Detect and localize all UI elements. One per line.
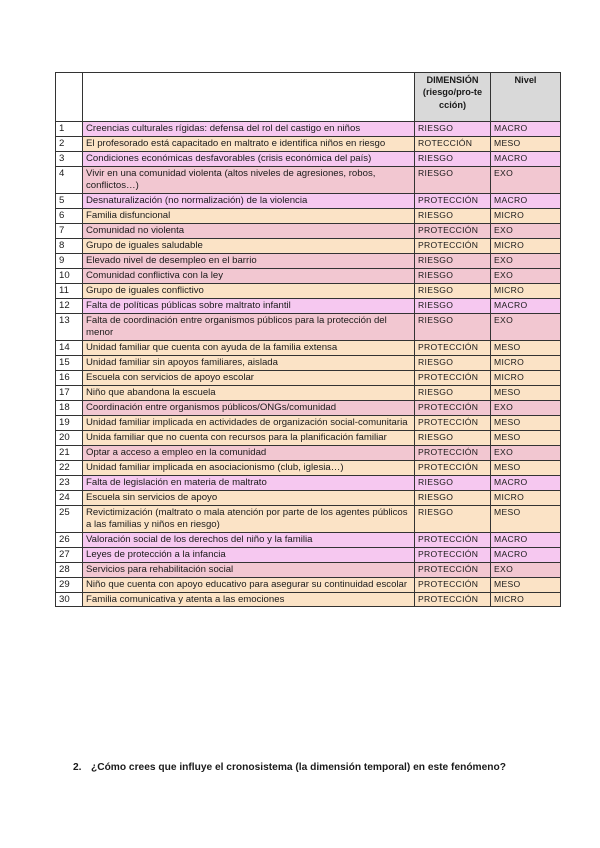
row-dimension: PROTECCIÓN — [415, 400, 491, 415]
table-row — [56, 532, 561, 547]
row-number: 26 — [56, 532, 83, 547]
table-row — [56, 340, 561, 355]
row-number: 11 — [56, 283, 83, 298]
row-level: MACRO — [491, 475, 561, 490]
row-level: MACRO — [491, 532, 561, 547]
row-level: MESO — [491, 385, 561, 400]
row-factor: Falta de legislación en materia de maltrato — [83, 475, 415, 490]
row-number: 3 — [56, 151, 83, 166]
row-level: EXO — [491, 268, 561, 283]
factors-table — [55, 72, 561, 607]
row-factor: Unidad familiar implicada en actividades de organización social-comunitaria — [83, 415, 415, 430]
row-level: MICRO — [491, 355, 561, 370]
row-dimension: RIESGO — [415, 122, 491, 137]
row-factor: Comunidad no violenta — [83, 223, 415, 238]
table-row — [56, 562, 561, 577]
row-number: 30 — [56, 592, 83, 607]
table-row — [56, 298, 561, 313]
table-row — [56, 430, 561, 445]
row-dimension: PROTECCIÓN — [415, 547, 491, 562]
row-number: 19 — [56, 415, 83, 430]
row-level: MICRO — [491, 283, 561, 298]
row-level: MESO — [491, 430, 561, 445]
row-factor: Creencias culturales rígidas: defensa del rol del castigo en niños — [83, 122, 415, 137]
row-dimension: PROTECCIÓN — [415, 592, 491, 607]
table-row — [56, 238, 561, 253]
row-level: MACRO — [491, 547, 561, 562]
row-number: 21 — [56, 445, 83, 460]
table-header-row — [56, 73, 561, 122]
row-factor: El profesorado está capacitado en maltrato e identifica niños en riesgo — [83, 136, 415, 151]
row-level: EXO — [491, 445, 561, 460]
row-dimension: PROTECCIÓN — [415, 340, 491, 355]
table-row — [56, 313, 561, 340]
row-number: 4 — [56, 166, 83, 193]
row-factor: Escuela con servicios de apoyo escolar — [83, 370, 415, 385]
row-level: MESO — [491, 136, 561, 151]
row-level: MICRO — [491, 370, 561, 385]
row-number: 8 — [56, 238, 83, 253]
row-dimension: RIESGO — [415, 430, 491, 445]
row-level: MACRO — [491, 193, 561, 208]
row-dimension: PROTECCIÓN — [415, 445, 491, 460]
question-text: ¿Cómo crees que influye el cronosistema (la dimensión temporal) en este fenómeno? — [91, 762, 506, 773]
table-row — [56, 370, 561, 385]
row-level: MICRO — [491, 238, 561, 253]
row-factor: Vivir en una comunidad violenta (altos niveles de agresiones, robos, conflictos…) — [83, 166, 415, 193]
row-factor: Grupo de iguales conflictivo — [83, 283, 415, 298]
table-row — [56, 415, 561, 430]
row-factor: Unidad familiar sin apoyos familiares, aislada — [83, 355, 415, 370]
row-number: 2 — [56, 136, 83, 151]
table-row — [56, 208, 561, 223]
row-number: 24 — [56, 490, 83, 505]
table-row — [56, 136, 561, 151]
header-blank-cell — [56, 73, 83, 122]
row-dimension: RIESGO — [415, 208, 491, 223]
row-factor: Desnaturalización (no normalización) de la violencia — [83, 193, 415, 208]
table-row — [56, 475, 561, 490]
header-level: Nivel — [491, 73, 561, 122]
row-dimension: PROTECCIÓN — [415, 370, 491, 385]
row-number: 22 — [56, 460, 83, 475]
row-number: 15 — [56, 355, 83, 370]
row-level: MACRO — [491, 298, 561, 313]
row-level: EXO — [491, 166, 561, 193]
row-dimension: PROTECCIÓN — [415, 238, 491, 253]
table-row — [56, 268, 561, 283]
row-dimension: RIESGO — [415, 490, 491, 505]
row-factor: Comunidad conflictiva con la ley — [83, 268, 415, 283]
row-dimension: PROTECCIÓN — [415, 460, 491, 475]
row-dimension: RIESGO — [415, 475, 491, 490]
row-factor: Familia disfuncional — [83, 208, 415, 223]
row-level: MESO — [491, 460, 561, 475]
header-dimension-line: cción) — [438, 99, 467, 110]
row-dimension: RIESGO — [415, 268, 491, 283]
header-dimension-line: DIMENSIÓN — [426, 75, 479, 85]
row-factor: Servicios para rehabilitación social — [83, 562, 415, 577]
row-dimension: RIESGO — [415, 505, 491, 532]
row-level: MICRO — [491, 592, 561, 607]
row-factor: Elevado nivel de desempleo en el barrio — [83, 253, 415, 268]
table-row — [56, 166, 561, 193]
row-number: 23 — [56, 475, 83, 490]
row-factor: Niño que cuenta con apoyo educativo para asegurar su continuidad escolar — [83, 577, 415, 592]
row-number: 20 — [56, 430, 83, 445]
table-row — [56, 385, 561, 400]
row-level: EXO — [491, 313, 561, 340]
table-row — [56, 577, 561, 592]
question-number: 2. — [73, 762, 82, 773]
row-number: 28 — [56, 562, 83, 577]
table-row — [56, 505, 561, 532]
row-number: 25 — [56, 505, 83, 532]
row-dimension: PROTECCIÓN — [415, 577, 491, 592]
table-row — [56, 253, 561, 268]
row-factor: Familia comunicativa y atenta a las emociones — [83, 592, 415, 607]
row-number: 6 — [56, 208, 83, 223]
row-factor: Falta de coordinación entre organismos públicos para la protección del menor — [83, 313, 415, 340]
row-level: MACRO — [491, 151, 561, 166]
row-dimension: ROTECCIÓN — [415, 136, 491, 151]
row-level: MESO — [491, 415, 561, 430]
row-level: MESO — [491, 505, 561, 532]
row-dimension: RIESGO — [415, 253, 491, 268]
row-level: EXO — [491, 562, 561, 577]
table-row — [56, 122, 561, 137]
row-factor: Valoración social de los derechos del niño y la familia — [83, 532, 415, 547]
row-factor: Revictimización (maltrato o mala atención por parte de los agentes públicos a las familias y niños en riesgo) — [83, 505, 415, 532]
row-level: EXO — [491, 253, 561, 268]
row-factor: Escuela sin servicios de apoyo — [83, 490, 415, 505]
row-number: 13 — [56, 313, 83, 340]
table-row — [56, 193, 561, 208]
row-dimension: PROTECCIÓN — [415, 193, 491, 208]
row-dimension: RIESGO — [415, 283, 491, 298]
row-number: 29 — [56, 577, 83, 592]
row-number: 9 — [56, 253, 83, 268]
row-number: 17 — [56, 385, 83, 400]
row-number: 18 — [56, 400, 83, 415]
table-row — [56, 490, 561, 505]
row-number: 1 — [56, 122, 83, 137]
row-level: MICRO — [491, 490, 561, 505]
row-level: MACRO — [491, 122, 561, 137]
row-factor: Optar a acceso a empleo en la comunidad — [83, 445, 415, 460]
table-row — [56, 445, 561, 460]
row-factor: Coordinación entre organismos públicos/ONGs/comunidad — [83, 400, 415, 415]
row-dimension: RIESGO — [415, 355, 491, 370]
row-number: 27 — [56, 547, 83, 562]
table-row — [56, 151, 561, 166]
header-dimension-line: (riesgo/pro-te — [422, 87, 483, 98]
row-factor: Unidad familiar implicada en asociacionismo (club, iglesia…) — [83, 460, 415, 475]
row-dimension: RIESGO — [415, 166, 491, 193]
table-row — [56, 400, 561, 415]
row-dimension: RIESGO — [415, 313, 491, 340]
row-number: 16 — [56, 370, 83, 385]
row-number: 7 — [56, 223, 83, 238]
row-level: EXO — [491, 223, 561, 238]
row-number: 12 — [56, 298, 83, 313]
question-2 — [73, 762, 506, 773]
table-row — [56, 283, 561, 298]
row-number: 14 — [56, 340, 83, 355]
row-level: EXO — [491, 400, 561, 415]
table-row — [56, 355, 561, 370]
row-dimension: RIESGO — [415, 385, 491, 400]
row-dimension: PROTECCIÓN — [415, 562, 491, 577]
row-number: 10 — [56, 268, 83, 283]
row-dimension: RIESGO — [415, 151, 491, 166]
row-dimension: PROTECCIÓN — [415, 223, 491, 238]
row-factor: Unidad familiar que cuenta con ayuda de la familia extensa — [83, 340, 415, 355]
row-dimension: PROTECCIÓN — [415, 532, 491, 547]
table-row — [56, 592, 561, 607]
row-level: MESO — [491, 340, 561, 355]
row-factor: Falta de políticas públicas sobre maltrato infantil — [83, 298, 415, 313]
table-row — [56, 223, 561, 238]
factors-table-body — [56, 122, 561, 607]
row-factor: Niño que abandona la escuela — [83, 385, 415, 400]
row-level: MESO — [491, 577, 561, 592]
table-row — [56, 460, 561, 475]
header-blank-cell — [83, 73, 415, 122]
table-row — [56, 547, 561, 562]
row-dimension: PROTECCIÓN — [415, 415, 491, 430]
row-level: MICRO — [491, 208, 561, 223]
row-factor: Leyes de protección a la infancia — [83, 547, 415, 562]
row-dimension: RIESGO — [415, 298, 491, 313]
row-factor: Grupo de iguales saludable — [83, 238, 415, 253]
row-factor: Unida familiar que no cuenta con recursos para la planificación familiar — [83, 430, 415, 445]
row-factor: Condiciones económicas desfavorables (crisis económica del país) — [83, 151, 415, 166]
row-number: 5 — [56, 193, 83, 208]
header-dimension — [415, 73, 491, 122]
